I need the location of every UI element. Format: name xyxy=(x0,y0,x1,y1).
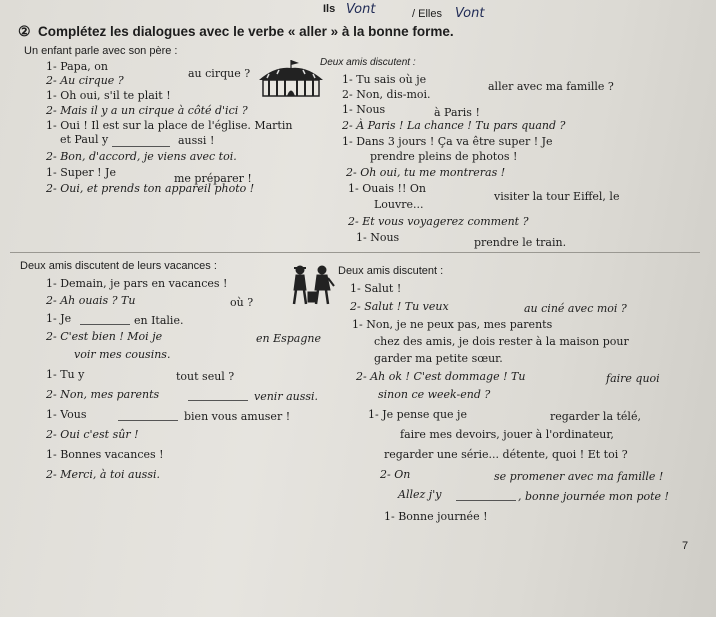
dialogue2-line7b: Louvre... xyxy=(374,198,424,211)
dialogue1-line8: 2- Oui, et prends ton appareil photo ! xyxy=(46,182,255,195)
dialogue3-blank-7[interactable] xyxy=(118,420,178,421)
dialogue4-line5c: regarder une série... détente, quoi ! Et toi ? xyxy=(384,448,628,461)
dialogue1-line1-end: au cirque ? xyxy=(188,67,251,80)
dialogue2-intro: Deux amis discutent : xyxy=(320,57,416,68)
dialogue2-line2: 2- Non, dis-moi. xyxy=(342,88,431,101)
dialogue3-line5: 1- Tu y xyxy=(46,368,85,381)
tourists-icon xyxy=(286,262,338,308)
dialogue4-line4: 2- Ah ok ! C'est dommage ! Tu xyxy=(356,370,526,383)
section-divider xyxy=(10,252,700,253)
dialogue3-line4b: voir mes cousins. xyxy=(74,348,171,361)
dialogue3-line6: 2- Non, mes parents xyxy=(46,388,160,401)
dialogue2-line5b: prendre pleins de photos ! xyxy=(370,150,518,163)
dialogue2-line7: 1- Ouais !! On xyxy=(348,182,426,195)
dialogue4-line6-end: se promener avec ma famille ! xyxy=(494,470,664,483)
dialogue3-line7: 1- Vous xyxy=(46,408,87,421)
dialogue1-line1: 1- Papa, on xyxy=(46,60,108,73)
dialogue4-line2: 2- Salut ! Tu veux xyxy=(350,300,449,313)
ils-label: Ils xyxy=(323,3,336,15)
dialogue1-line5: 1- Oui ! Il est sur la place de l'église. Martin xyxy=(46,119,293,132)
dialogue4-line1: 1- Salut ! xyxy=(350,282,402,295)
dialogue3-line2: 2- Ah ouais ? Tu xyxy=(46,294,136,307)
dialogue2-line7-end: visiter la tour Eiffel, le xyxy=(494,190,620,203)
page-number: 7 xyxy=(682,540,689,552)
dialogue4-line3c: garder ma petite sœur. xyxy=(374,352,503,365)
dialogue3-blank-6[interactable] xyxy=(188,400,248,401)
dialogue2-line3-end: à Paris ! xyxy=(434,106,480,119)
dialogue3-line8: 2- Oui c'est sûr ! xyxy=(46,428,139,441)
dialogue3-line3-end: en Italie. xyxy=(134,314,184,327)
dialogue1-line7: 1- Super ! Je xyxy=(46,166,116,179)
dialogue4-line5: 1- Je pense que je xyxy=(368,408,467,421)
dialogue2-line6: 2- Oh oui, tu me montreras ! xyxy=(346,166,506,179)
dialogue2-line3: 1- Nous xyxy=(342,103,386,116)
dialogue3-line1: 1- Demain, je pars en vacances ! xyxy=(46,277,228,290)
dialogue1-line3: 1- Oh oui, s'il te plait ! xyxy=(46,89,171,102)
dialogue3-intro: Deux amis discutent de leurs vacances : xyxy=(20,260,217,272)
dialogue4-line3: 1- Non, je ne peux pas, mes parents xyxy=(352,318,553,331)
dialogue2-line5: 1- Dans 3 jours ! Ça va être super ! Je xyxy=(342,135,553,148)
exercise-number: ② xyxy=(18,23,31,39)
dialogue3-line3: 1- Je xyxy=(46,312,72,325)
elles-handwritten-answer: Vont xyxy=(455,6,485,21)
dialogue4-line5b: faire mes devoirs, jouer à l'ordinateur, xyxy=(400,428,614,441)
dialogue1-line7-end: me préparer ! xyxy=(174,172,252,185)
dialogue4-line4b: sinon ce week-end ? xyxy=(378,388,491,401)
dialogue2-line9-end: prendre le train. xyxy=(474,236,567,249)
dialogue2-line1-end: aller avec ma famille ? xyxy=(488,80,614,93)
dialogue2-line1: 1- Tu sais où je xyxy=(342,73,427,86)
dialogue1-line5c: aussi ! xyxy=(178,134,215,147)
dialogue2-line4: 2- À Paris ! La chance ! Tu pars quand ? xyxy=(342,119,566,132)
dialogue3-line10: 2- Merci, à toi aussi. xyxy=(46,468,160,481)
dialogue3-line9: 1- Bonnes vacances ! xyxy=(46,448,164,461)
dialogue4-line6: 2- On xyxy=(380,468,411,481)
dialogue2-line9: 1- Nous xyxy=(356,231,400,244)
dialogue3-line2-end: où ? xyxy=(230,296,254,309)
dialogue4-line3b: chez des amis, je dois rester à la maison pour xyxy=(374,335,629,348)
dialogue1-line6: 2- Bon, d'accord, je viens avec toi. xyxy=(46,150,237,163)
ils-handwritten-answer: Vont xyxy=(346,2,376,17)
dialogue4-line4-end: faire quoi xyxy=(606,372,660,385)
dialogue1-blank-3[interactable] xyxy=(112,146,170,147)
dialogue3-line5-end: tout seul ? xyxy=(176,370,235,383)
dialogue1-line2: 2- Au cirque ? xyxy=(46,74,124,87)
elles-label: / Elles xyxy=(412,8,442,20)
dialogue4-blank-6[interactable] xyxy=(456,500,516,501)
dialogue1-intro: Un enfant parle avec son père : xyxy=(24,45,178,57)
dialogue4-line7-end: , bonne journée mon pote ! xyxy=(518,490,669,503)
circus-tent-icon xyxy=(255,58,327,100)
dialogue3-line7-end: bien vous amuser ! xyxy=(184,410,291,423)
dialogue3-blank-2[interactable] xyxy=(80,324,130,325)
dialogue4-line7: Allez j'y xyxy=(398,488,442,501)
dialogue3-line4-end: en Espagne xyxy=(256,332,322,345)
dialogue4-line8: 1- Bonne journée ! xyxy=(384,510,488,523)
dialogue2-line8: 2- Et vous voyagerez comment ? xyxy=(348,215,529,228)
dialogue4-intro: Deux amis discutent : xyxy=(338,265,444,277)
dialogue1-line4: 2- Mais il y a un cirque à côté d'ici ? xyxy=(46,104,248,117)
dialogue4-line2-end: au ciné avec moi ? xyxy=(524,302,627,315)
dialogue3-line4: 2- C'est bien ! Moi je xyxy=(46,330,163,343)
dialogue4-line5-end: regarder la télé, xyxy=(550,410,641,423)
dialogue3-line6-end: venir aussi. xyxy=(254,390,319,403)
dialogue1-line5b: et Paul y xyxy=(60,133,109,146)
exercise-instruction: Complétez les dialogues avec le verbe « aller » à la bonne forme. xyxy=(38,24,454,39)
